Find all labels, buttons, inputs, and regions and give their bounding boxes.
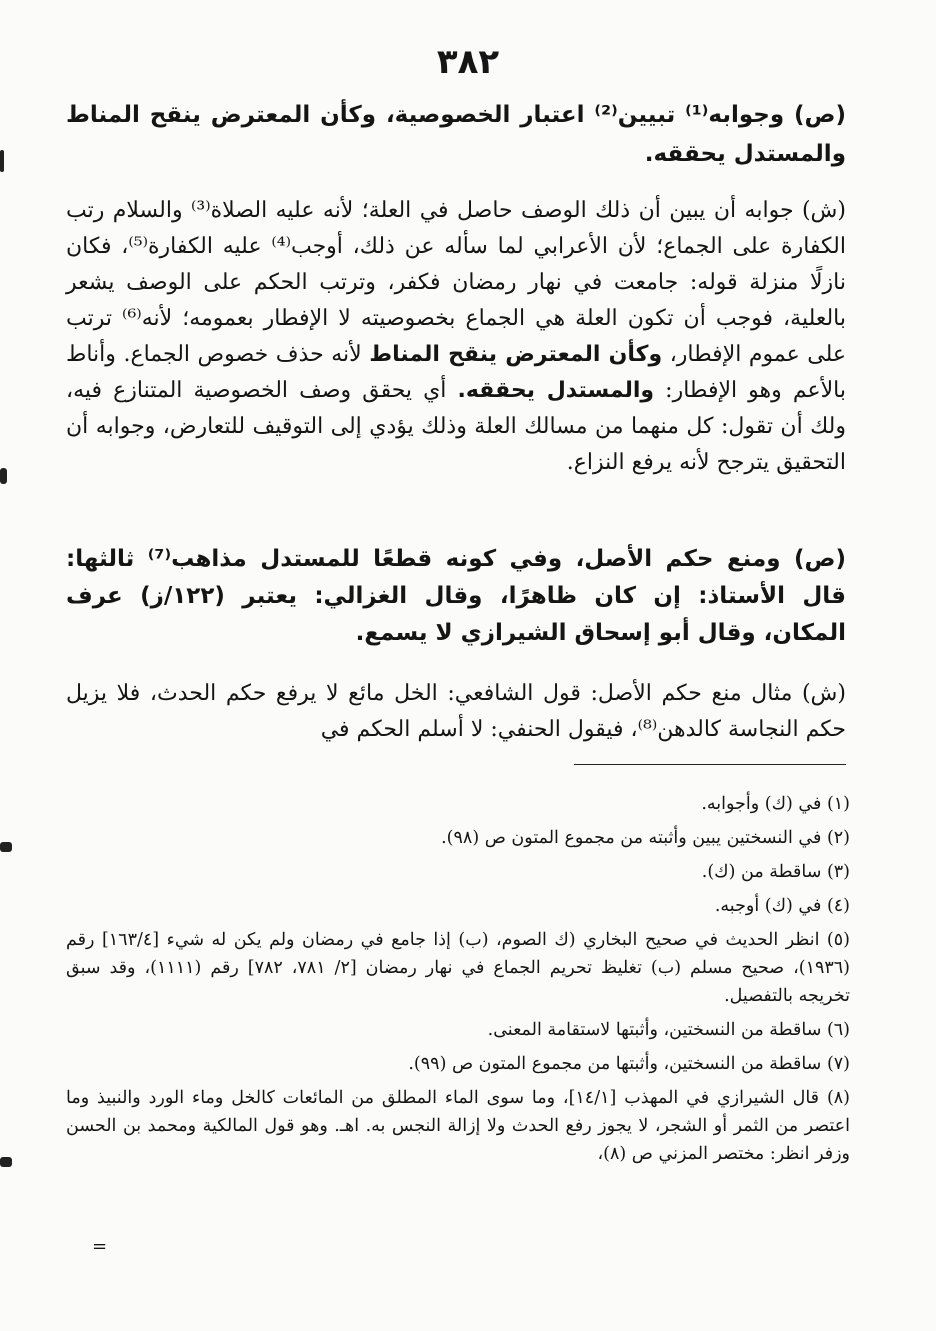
sharh-1-part-a: (ش) جوابه أن يبين أن ذلك الوصف حاصل في العلة؛ لأنه عليه الصلاة⁽³⁾ والسلام رتب الكفارة على الجماع؛ لأن الأعرابي لما سأله عن ذلك، أوجب⁽⁴⁾ عليه الكفارة⁽⁵⁾، فكان نازلًا منزلة قوله: جامعت في نهار رمضان فكفر، وترتب الحكم على الوصف يشعر بالعلية، فوجب أن تكون العلة هي الجماع بخصوصيته لا الإفطار بعمومه؛ لأنه⁽⁶⁾ ترتب على عموم الإفطار، bbox=[66, 198, 847, 367]
scan-mark-3 bbox=[0, 842, 12, 852]
sharh-paragraph-2: (ش) مثال منع حكم الأصل: قول الشافعي: الخل مائع لا يرفع حكم الحدث، فلا يزيل حكم النجاسة كالدهن⁽⁸⁾، فيقول الحنفي: لا أسلم الحكم في bbox=[66, 681, 846, 742]
footnote-separator bbox=[574, 764, 846, 765]
matn-paragraph-1: (ص) وجوابه⁽¹⁾ تبيين⁽²⁾ اعتبار الخصوصية، وكأن المعترض ينقح المناط والمستدل يحققه. bbox=[66, 102, 847, 167]
continuation-mark: = bbox=[92, 1236, 108, 1257]
scan-mark-4 bbox=[0, 1157, 12, 1167]
footnote-2: (٢) في النسختين يبين وأثبته من مجموع المتون ص (٩٨). bbox=[441, 828, 850, 848]
matn-paragraph-2: (ص) ومنع حكم الأصل، وفي كونه قطعًا للمستدل مذاهب⁽⁷⁾ ثالثها: قال الأستاذ: إن كان ظاهرًا، وقال الغزالي: يعتبر (١٢٢/ز) عرف المكان، وقال أبو إسحاق الشيرازي لا يسمع. bbox=[66, 546, 846, 646]
sharh-1-bold-2: والمستدل يحققه. bbox=[457, 378, 655, 403]
footnote-8: (٨) قال الشيرازي في المهذب [١٤/١]، وما سوى الماء المطلق من المائعات كالخل وماء الورد والنبيذ وما اعتصر من الثمر أو الشجر، لا يجوز رفع الحدث ولا إزالة النجس به. اهـ. وهو قول المالكية ومحمد بن الحسن وزفر انظر: مختصر المزني ص (٨)، bbox=[66, 1088, 850, 1164]
sharh-1-part-d: أي يحقق وصف الخصوصية المتنازع فيه، ولك أن تقول: كل منهما من مسالك العلة وذلك يؤدي إلى التوقيف للتعارض، وجوابه أن التحقيق يترجح لأنه يرفع النزاع. bbox=[66, 378, 846, 475]
footnote-3: (٣) ساقطة من (ك). bbox=[701, 862, 850, 882]
scan-mark-2 bbox=[0, 468, 7, 484]
footnotes bbox=[66, 790, 850, 1174]
sharh-1-part-c: لأنه حذف خصوص الجماع. وأناط بالأعم وهو الإفطار: bbox=[66, 342, 846, 403]
footnote-5: (٥) انظر الحديث في صحيح البخاري (ك الصوم، (ب) إذا جامع في رمضان ولم يكن له شيء [١٦٣/٤] رقم (١٩٣٦)، صحيح مسلم (ب) تغليظ تحريم الجماع في نهار رمضان [٢/ ٧٨١، ٧٨٢] رقم (١١١١)، وقد سبق تخريجه بالتفصيل. bbox=[66, 930, 850, 1006]
footnote-7: (٧) ساقطة من النسختين، وأثبتها من مجموع المتون ص (٩٩). bbox=[408, 1054, 850, 1074]
footnote-4: (٤) في (ك) أوجبه. bbox=[714, 896, 850, 916]
footnote-1: (١) في (ك) وأجوابه. bbox=[701, 794, 850, 814]
sharh-paragraph-1 bbox=[66, 193, 846, 481]
scan-mark-1 bbox=[0, 150, 4, 172]
footnote-6: (٦) ساقطة من النسختين، وأثبتها لاستقامة المعنى. bbox=[487, 1020, 850, 1040]
page-number: ٣٨٢ bbox=[436, 42, 500, 82]
sharh-1-bold-1: وكأن المعترض ينقح المناط bbox=[369, 342, 663, 367]
